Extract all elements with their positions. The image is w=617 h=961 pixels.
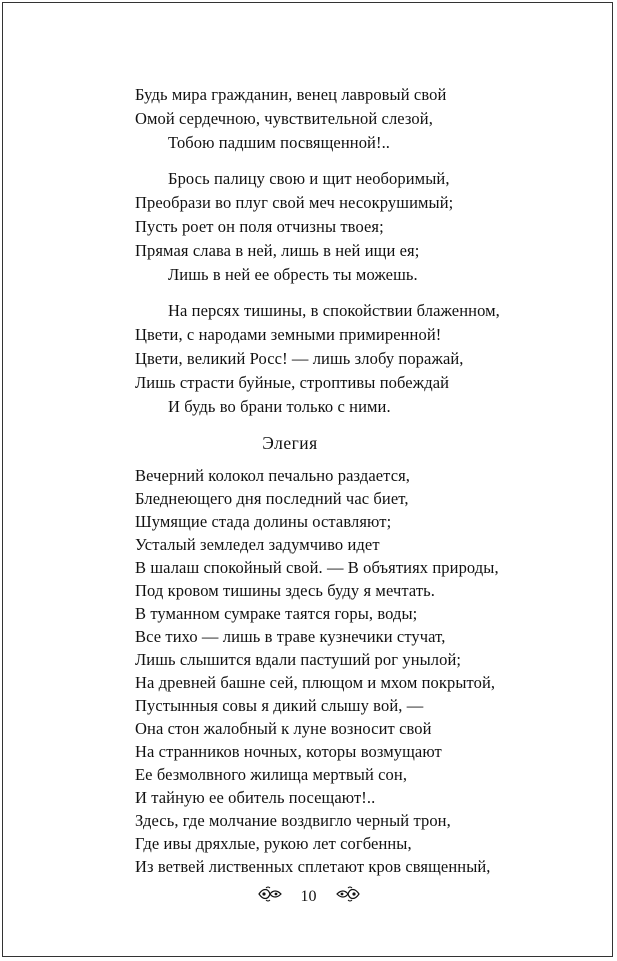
verse-line: Она стон жалобный к луне возносит свой <box>135 719 432 738</box>
verse-line: Омой сердечною, чувствительной слезой, <box>135 109 433 128</box>
verse-line: Ее безмолвного жилища мертвый сон, <box>135 765 408 784</box>
verse-line: И будь во брани только с ними. <box>168 397 391 416</box>
elegy-title: Элегия <box>262 433 318 453</box>
verse-line: На персях тишины, в спокойствии блаженном, <box>168 301 500 320</box>
verse-line: Брось палицу свою и щит необоримый, <box>168 169 450 188</box>
ornament-left-icon <box>257 886 283 908</box>
elegy-text <box>135 464 575 878</box>
verse-line: Тобою падшим посвященной!.. <box>168 133 391 152</box>
verse-line: Все тихо — лишь в траве кузнечики стучат, <box>135 627 446 646</box>
verse-line: Вечерний колокол печально раздается, <box>135 466 411 485</box>
verse-line: Где ивы дряхлые, рукою лет согбенны, <box>135 834 412 853</box>
verse-line: На странников ночных, которы возмущают <box>135 742 442 761</box>
verse-line: Пусть роет он поля отчизны твоея; <box>135 217 384 236</box>
verse-line: И тайную ее обитель посещают!.. <box>135 788 376 807</box>
page-number: 10 <box>300 888 317 905</box>
book-page <box>2 2 613 957</box>
stanza <box>135 167 575 287</box>
page-footer <box>3 886 614 908</box>
ornament-right-icon <box>335 886 361 908</box>
verse-line: Лишь слышится вдали пастуший рог унылой; <box>135 650 462 669</box>
verse-line: Из ветвей лиственных сплетают кров священный, <box>135 857 491 876</box>
verse-line: Цвети, великий Росс! — лишь злобу поражай, <box>135 349 464 368</box>
verse-line: В шалаш спокойный свой. — В объятиях природы, <box>135 558 499 577</box>
verse-line: Пустынныя совы я дикий слышу вой, — <box>135 696 424 715</box>
verse-line: Шумящие стада долины оставляют; <box>135 512 392 531</box>
verse-line: Прямая слава в ней, лишь в ней ищи ея; <box>135 241 420 260</box>
poem-continuation <box>135 83 575 431</box>
verse-line: Будь мира гражданин, венец лавровый свой <box>135 85 447 104</box>
verse-line: На древней башне сей, плющом и мхом покрытой, <box>135 673 496 692</box>
verse-line: Усталый земледел задумчиво идет <box>135 535 380 554</box>
stanza <box>135 299 575 419</box>
verse-line: В туманном сумраке таятся горы, воды; <box>135 604 418 623</box>
verse-line: Лишь страсти буйные, строптивы побеждай <box>135 373 450 392</box>
verse-line: Преобрази во плуг свой меч несокрушимый; <box>135 193 454 212</box>
verse-line: Цвети, с народами земными примиренной! <box>135 325 442 344</box>
verse-line: Здесь, где молчание воздвигло черный трон, <box>135 811 451 830</box>
verse-line: Под кровом тишины здесь буду я мечтать. <box>135 581 436 600</box>
stanza <box>135 83 575 155</box>
verse-line: Бледнеющего дня последний час биет, <box>135 489 409 508</box>
verse-line: Лишь в ней ее обресть ты можешь. <box>168 265 418 284</box>
